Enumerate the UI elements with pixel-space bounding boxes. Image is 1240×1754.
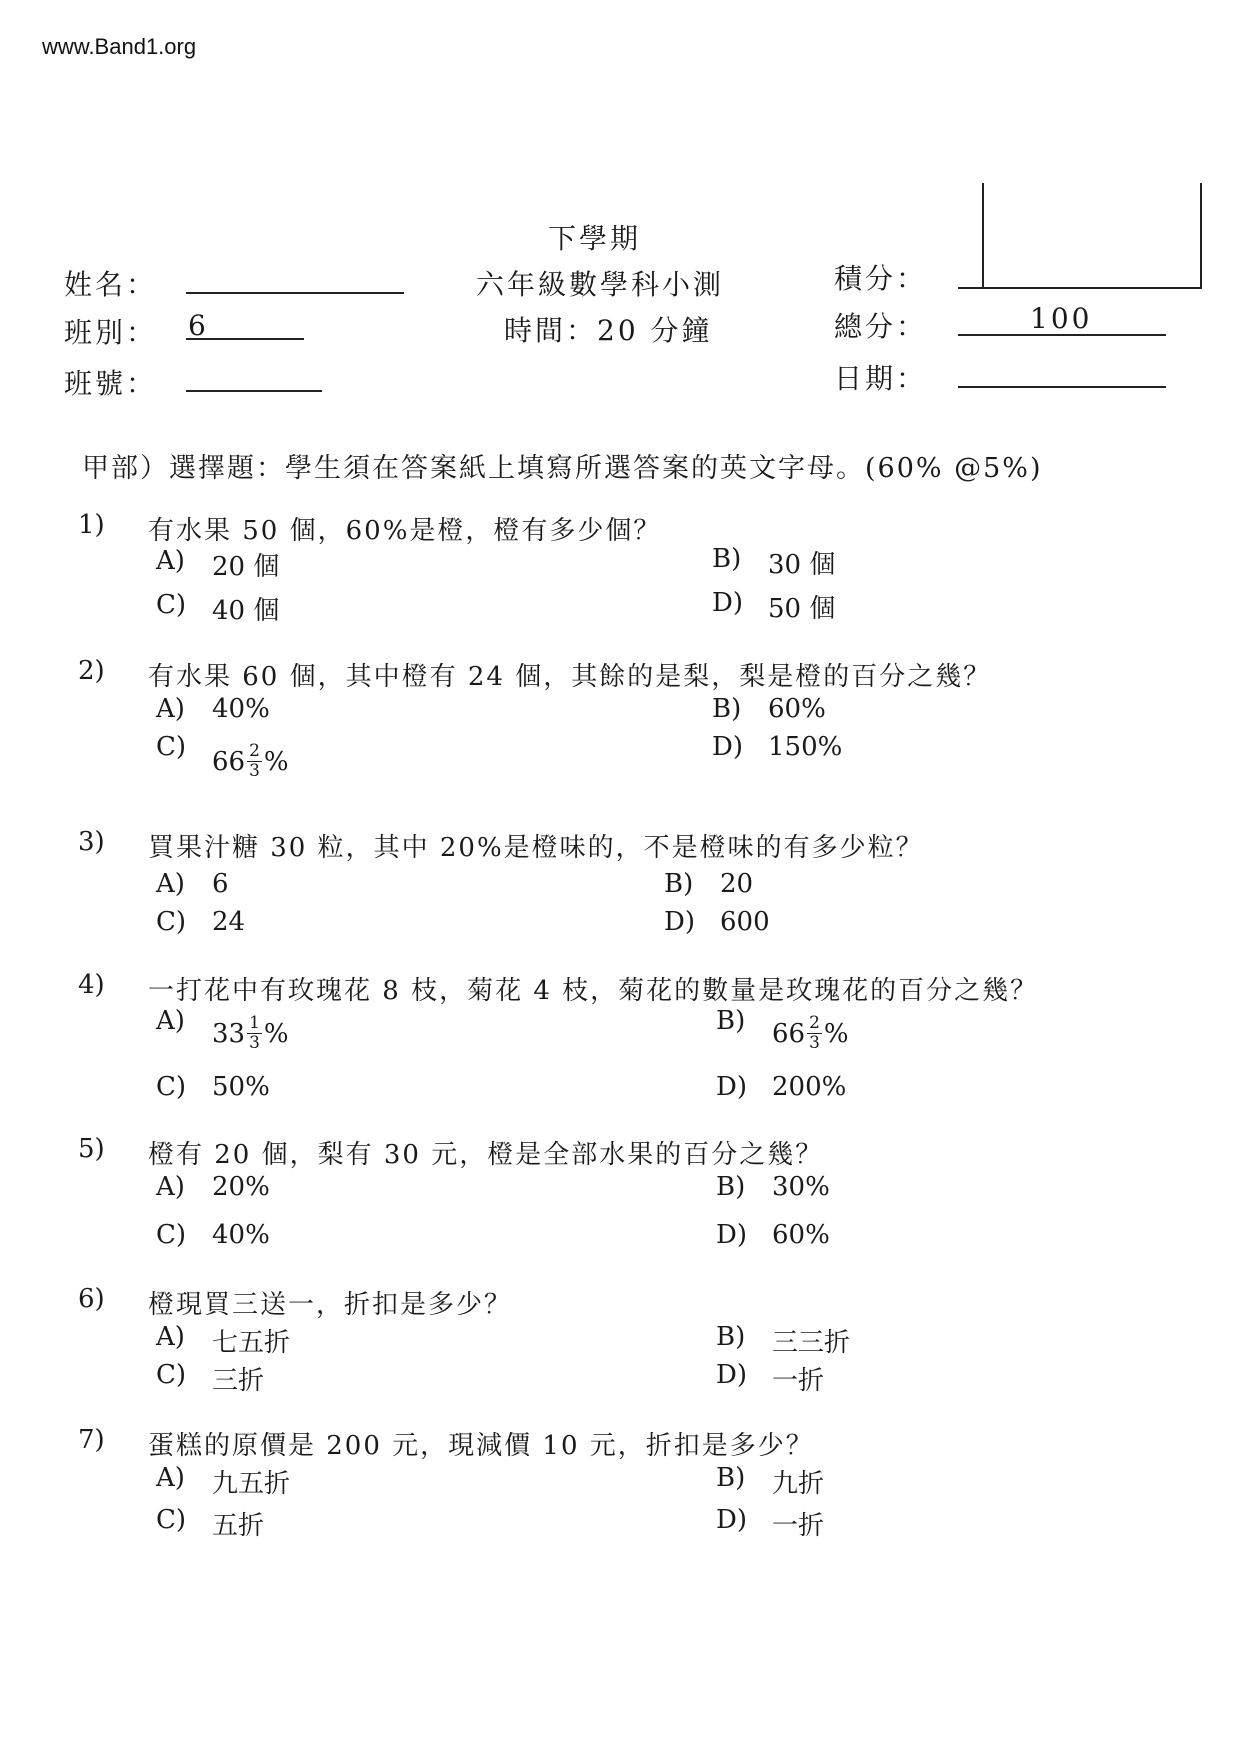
- option-b[interactable]: [712, 694, 826, 724]
- option-label: D): [712, 588, 743, 618]
- option-value: 33 1 3 %: [212, 1013, 289, 1053]
- option-value: 60%: [772, 1220, 830, 1250]
- option-label: C): [156, 1220, 187, 1250]
- option-label: B): [664, 869, 694, 899]
- question-number: 7): [78, 1425, 105, 1455]
- option-b[interactable]: [716, 1463, 824, 1500]
- option-value: 一折: [772, 1511, 825, 1541]
- option-value: 200%: [772, 1072, 847, 1102]
- test-title: 六年級數學科小測: [476, 268, 725, 301]
- option-b[interactable]: [712, 544, 835, 581]
- option-value: 50 個: [768, 594, 836, 624]
- number-field[interactable]: [186, 390, 322, 392]
- option-label: B): [716, 1322, 746, 1352]
- option-label: D): [716, 1360, 747, 1390]
- option-label: D): [664, 907, 695, 937]
- option-d[interactable]: [664, 907, 770, 937]
- option-value: 一折: [772, 1366, 825, 1396]
- option-label: D): [712, 732, 743, 762]
- option-c[interactable]: [156, 1072, 270, 1102]
- option-d[interactable]: [712, 732, 842, 762]
- option-a[interactable]: [156, 546, 279, 583]
- option-value: 20%: [212, 1172, 270, 1202]
- option-label: D): [716, 1220, 747, 1250]
- option-label: B): [716, 1463, 746, 1493]
- question-number: 1): [78, 510, 105, 540]
- option-a[interactable]: [156, 694, 270, 724]
- question-number: 2): [78, 656, 105, 686]
- option-b[interactable]: [716, 1006, 849, 1053]
- option-value: 九折: [772, 1469, 825, 1499]
- option-label: C): [156, 1505, 187, 1535]
- option-value: 30%: [772, 1172, 830, 1202]
- option-d[interactable]: [716, 1505, 824, 1542]
- option-label: A): [156, 869, 185, 899]
- option-value: 150%: [768, 732, 843, 762]
- number-label: 班號：: [64, 367, 158, 400]
- option-d[interactable]: [712, 588, 835, 625]
- option-label: A): [156, 694, 185, 724]
- option-value: 600: [720, 907, 770, 937]
- date-field[interactable]: [958, 386, 1166, 388]
- question-text: 有水果 50 個，60%是橙，橙有多少個？: [148, 516, 662, 546]
- option-c[interactable]: [156, 732, 289, 781]
- option-label: B): [716, 1006, 746, 1036]
- option-value: 30 個: [768, 550, 836, 580]
- site-watermark: www.Band1.org: [42, 34, 197, 59]
- option-label: C): [156, 1072, 187, 1102]
- option-label: A): [156, 1322, 185, 1352]
- option-label: C): [156, 907, 187, 937]
- score-label: 積分：: [834, 262, 928, 295]
- option-value: 50%: [212, 1072, 270, 1102]
- option-value: 6: [212, 869, 229, 899]
- option-c[interactable]: [156, 907, 245, 937]
- option-value: 五折: [212, 1511, 265, 1541]
- question-text: 買果汁糖 30 粒，其中 20%是橙味的，不是橙味的有多少粒？: [148, 833, 924, 863]
- option-value: 七五折: [212, 1328, 291, 1358]
- option-label: D): [716, 1505, 747, 1535]
- name-label: 姓名：: [64, 268, 158, 301]
- option-value: 60%: [768, 694, 826, 724]
- option-a[interactable]: [156, 869, 229, 899]
- option-label: A): [156, 1172, 185, 1202]
- option-a[interactable]: [156, 1172, 270, 1202]
- option-value: 40%: [212, 694, 270, 724]
- question-number: 6): [78, 1284, 105, 1314]
- option-label: A): [156, 1006, 185, 1036]
- option-value: 66 2 3 %: [212, 741, 289, 781]
- option-label: D): [716, 1072, 747, 1102]
- question-number: 4): [78, 970, 105, 1000]
- score-line: [958, 287, 984, 289]
- name-field[interactable]: [186, 292, 404, 294]
- option-c[interactable]: [156, 1505, 264, 1542]
- question-text: 橙有 20 個，梨有 30 元，橙是全部水果的百分之幾？: [148, 1140, 824, 1170]
- question-number: 3): [78, 827, 105, 857]
- option-value: 20 個: [212, 552, 280, 582]
- total-value: 100: [1030, 302, 1093, 335]
- option-value: 24: [212, 907, 246, 937]
- option-c[interactable]: [156, 590, 279, 627]
- option-b[interactable]: [664, 869, 753, 899]
- option-label: A): [156, 1463, 185, 1493]
- term-title: 下學期: [548, 222, 642, 255]
- option-label: C): [156, 590, 187, 620]
- question-text: 橙現買三送一，折扣是多少？: [148, 1290, 513, 1320]
- question-text: 一打花中有玫瑰花 8 枝，菊花 4 枝，菊花的數量是玫瑰花的百分之幾？: [148, 976, 1039, 1006]
- option-a[interactable]: [156, 1463, 290, 1500]
- question-text: 有水果 60 個，其中橙有 24 個，其餘的是梨，梨是橙的百分之幾？: [148, 662, 992, 692]
- total-label: 總分：: [834, 310, 928, 343]
- option-value: 三折: [212, 1366, 265, 1396]
- option-d[interactable]: [716, 1072, 846, 1102]
- option-value: 三三折: [772, 1328, 851, 1358]
- option-a[interactable]: [156, 1006, 289, 1053]
- option-b[interactable]: [716, 1172, 830, 1202]
- option-value: 20: [720, 869, 754, 899]
- section-heading: 甲部）選擇題：學生須在答案紙上填寫所選答案的英文字母。(60% @5%): [82, 453, 1043, 484]
- test-duration: 時間：20 分鐘: [504, 314, 713, 347]
- option-value: 40%: [212, 1220, 270, 1250]
- class-field[interactable]: [186, 338, 304, 340]
- option-c[interactable]: [156, 1360, 264, 1397]
- option-label: B): [716, 1172, 746, 1202]
- question-number: 5): [78, 1134, 105, 1164]
- option-a[interactable]: [156, 1322, 290, 1359]
- option-d[interactable]: [716, 1220, 830, 1250]
- option-b[interactable]: [716, 1322, 850, 1359]
- option-label: B): [712, 694, 742, 724]
- class-value: 6: [188, 309, 209, 342]
- class-label: 班別：: [64, 316, 158, 349]
- date-label: 日期：: [834, 362, 928, 395]
- option-value: 66 2 3 %: [772, 1013, 849, 1053]
- option-d[interactable]: [716, 1360, 824, 1397]
- score-box[interactable]: [982, 183, 1202, 289]
- option-label: C): [156, 732, 187, 762]
- option-value: 40 個: [212, 596, 280, 626]
- option-c[interactable]: [156, 1220, 270, 1250]
- option-label: B): [712, 544, 742, 574]
- question-text: 蛋糕的原價是 200 元，現減價 10 元，折扣是多少？: [148, 1431, 814, 1461]
- option-value: 九五折: [212, 1469, 291, 1499]
- option-label: A): [156, 546, 185, 576]
- option-label: C): [156, 1360, 187, 1390]
- total-line: [958, 334, 1166, 336]
